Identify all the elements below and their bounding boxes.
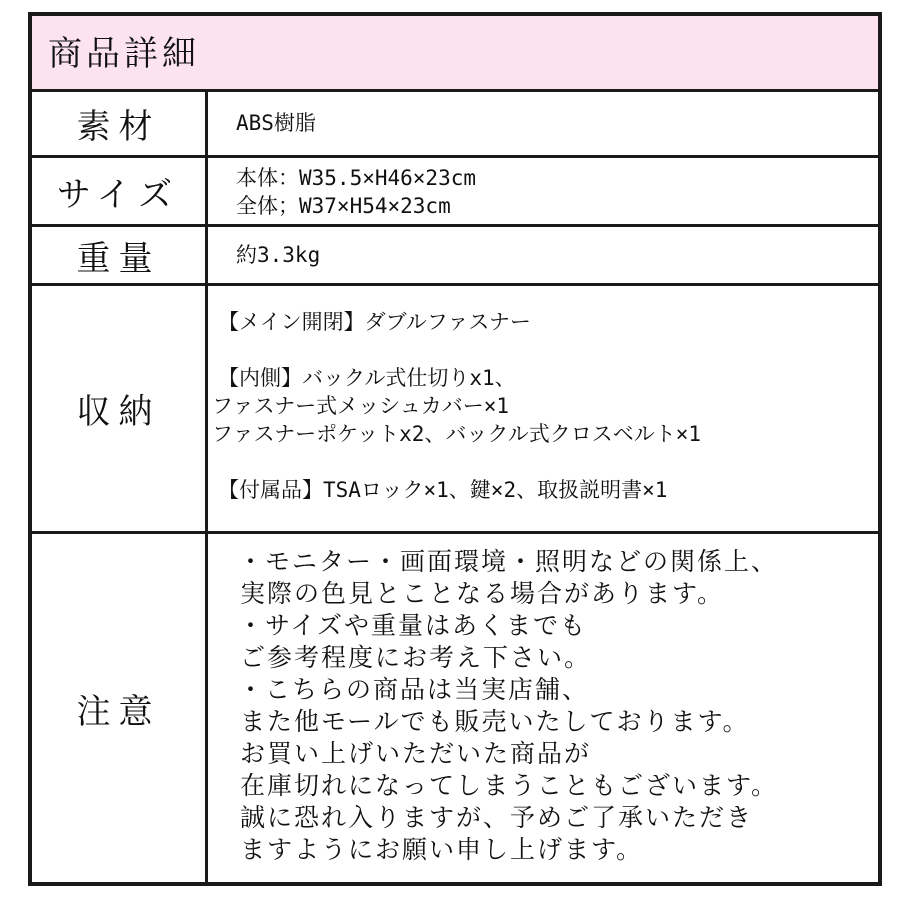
- notice-line: ご参考程度にお考え下さい。: [240, 643, 592, 672]
- storage-line: ファスナーポケットx2、バックル式クロスベルト×1: [212, 422, 702, 446]
- row-label-weight: 重量: [32, 227, 208, 283]
- row-value-size: [208, 158, 878, 224]
- header-bar: [32, 16, 878, 92]
- row-label-size: サイズ: [32, 158, 208, 224]
- row-notice: [32, 534, 878, 882]
- row-value-notice: [208, 534, 878, 882]
- weight-value: 約3.3kg: [236, 243, 321, 267]
- notice-line: 誠に恐れ入りますが、予めご了承いただき: [240, 803, 754, 832]
- row-value-storage: [208, 286, 878, 531]
- row-weight: [32, 227, 878, 286]
- row-value-material: [208, 92, 878, 155]
- row-material: [32, 92, 878, 158]
- storage-line: 【内側】バックル式仕切りx1、: [218, 366, 516, 390]
- page-title: 商品詳細: [48, 34, 200, 74]
- storage-line: ファスナー式メッシュカバー×1: [212, 394, 510, 418]
- product-details-table: [28, 12, 882, 886]
- notice-line: お買い上げいただいた商品が: [240, 739, 592, 768]
- size-line: 本体：W35.5×H46×23cm: [236, 166, 477, 190]
- storage-line: 【付属品】TSAロック×1、鍵×2、取扱説明書×1: [218, 478, 668, 502]
- row-value-weight: [208, 227, 878, 283]
- row-storage: [32, 286, 878, 534]
- notice-line: 実際の色見とことなる場合があります。: [240, 579, 725, 608]
- notice-line: ・サイズや重量はあくまでも: [238, 611, 588, 640]
- row-label-notice: 注意: [32, 534, 208, 882]
- notice-line: ・モニター・画面環境・照明などの関係上、: [238, 547, 779, 576]
- notice-line: 在庫切れになってしまうこともございます。: [240, 771, 779, 800]
- notice-line: ・こちらの商品は当実店舗、: [238, 675, 590, 704]
- row-label-material: 素材: [32, 92, 208, 155]
- material-value: ABS樹脂: [236, 111, 316, 135]
- size-line: 全体；W37×H54×23cm: [236, 194, 451, 218]
- row-label-storage: 収納: [32, 286, 208, 531]
- row-size: [32, 158, 878, 227]
- notice-line: ますようにお願い申し上げます。: [240, 835, 644, 864]
- notice-line: また他モールでも販売いたしております。: [240, 707, 750, 736]
- storage-line: 【メイン開閉】ダブルファスナー: [218, 310, 531, 334]
